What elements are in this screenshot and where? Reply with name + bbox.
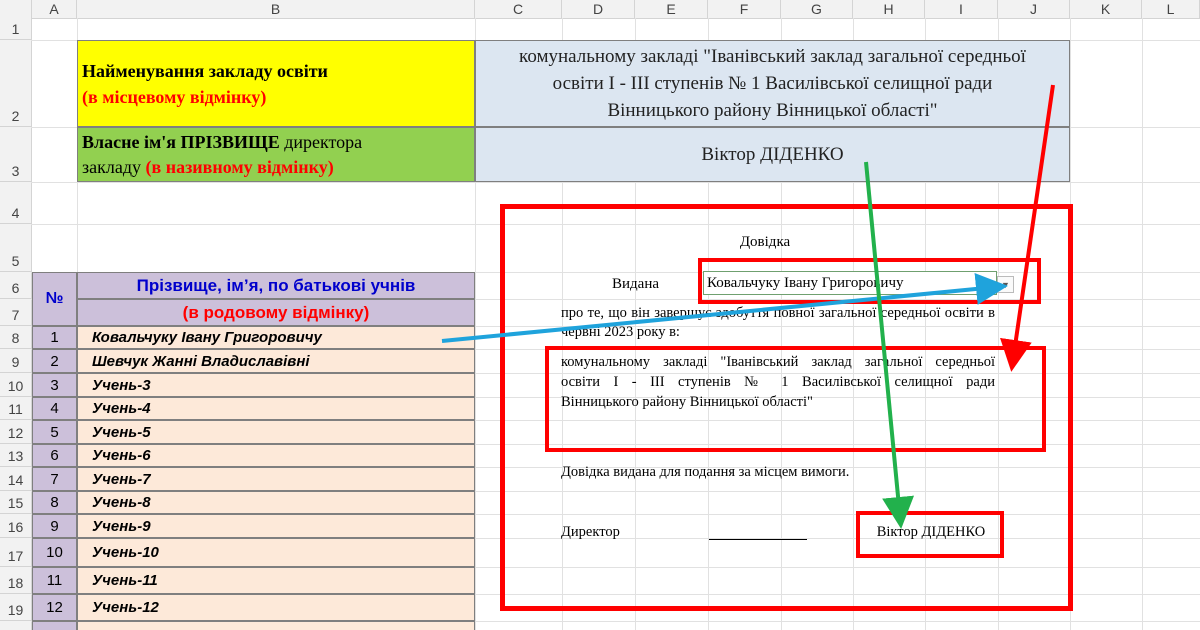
row-header-12[interactable]: 12 (0, 420, 32, 444)
certificate-title-text: Довідка (739, 233, 791, 250)
row-header-1[interactable]: 1 (0, 18, 32, 40)
school-label-case: (в місцевому відмінку) (82, 86, 267, 107)
column-header-G[interactable]: G (781, 0, 853, 19)
row-header-5[interactable]: 5 (0, 224, 32, 272)
column-header-D[interactable]: D (562, 0, 635, 19)
school-value-line2: освіти І - ІІІ ступенів № 1 Василівської селищної ради (552, 73, 993, 94)
row-header-10[interactable]: 10 (0, 373, 32, 397)
chevron-down-icon: ▼ (1001, 279, 1010, 290)
certificate-director-label-text: Директор (561, 523, 620, 540)
student-name: Учень-7 (92, 470, 151, 488)
row-header-17[interactable]: 17 (0, 538, 32, 567)
student-name: Учень-6 (92, 447, 151, 464)
row-header-3[interactable]: 3 (0, 127, 32, 182)
row-header-15[interactable]: 15 (0, 491, 32, 514)
director-label-bold: Власне ім'я ПРІЗВИЩЕ (82, 131, 280, 152)
row-header-14[interactable]: 14 (0, 467, 32, 491)
student-name: Ковальчуку Івану Григоровичу (92, 329, 322, 346)
director-label-plain2: закладу (82, 156, 146, 177)
column-header-K[interactable]: K (1070, 0, 1142, 19)
column-header-I[interactable]: I (925, 0, 998, 19)
students-header-line2: (в родовому відмінку) (182, 302, 370, 322)
school-label-text: Найменування закладу освіти (82, 60, 328, 81)
student-name: Учень-3 (92, 376, 151, 394)
row-header-4[interactable]: 4 (0, 182, 32, 224)
row-header-7[interactable]: 7 (0, 299, 32, 326)
students-header-line1: Прізвище, ім’я, по батькові учнів (136, 275, 416, 295)
column-header-C[interactable]: C (475, 0, 562, 19)
student-number: 5 (50, 423, 59, 441)
school-value-line1: комунальному закладі "Іванівський заклад загальної середньої (519, 46, 1026, 67)
row-header-6[interactable]: 6 (0, 272, 32, 299)
director-label-plain1: директора (279, 131, 363, 152)
column-header-F[interactable]: F (708, 0, 781, 19)
row-header-18[interactable]: 18 (0, 567, 32, 594)
student-name: Учень-4 (92, 400, 151, 417)
student-name: Учень-12 (92, 599, 159, 616)
arrow-green (866, 162, 900, 517)
arrow-red (1013, 85, 1053, 360)
school-value-line3: Вінницького району Вінницької області" (607, 100, 938, 121)
certificate-director-name-text: Віктор ДІДЕНКО (876, 523, 986, 540)
students-no-label: № (45, 290, 64, 307)
student-number: 2 (50, 352, 59, 370)
row-header-2[interactable]: 2 (0, 40, 32, 127)
director-label-case: (в називному відмінку) (145, 156, 334, 177)
student-number: 7 (50, 470, 59, 488)
student-number: 9 (50, 517, 59, 535)
student-number: 3 (50, 376, 59, 394)
certificate-statement-text: про те, що він завершує здобуття повної загальної середньої освіти в червні 2023 року в: (561, 305, 995, 340)
student-number: 10 (46, 544, 63, 561)
issued-dropdown-value: Ковальчуку Івану Григоровичу (707, 274, 904, 291)
column-header-J[interactable]: J (998, 0, 1070, 19)
row-header-13[interactable]: 13 (0, 444, 32, 467)
row-header-9[interactable]: 9 (0, 349, 32, 373)
student-number: 4 (50, 400, 59, 417)
certificate-school-line3: Вінницького району Вінницької області" (561, 394, 813, 410)
certificate-school-line2: освіти І - ІІІ ступенів № 1 Василівської селищної ради (561, 374, 995, 390)
student-name: Учень-11 (92, 572, 158, 589)
column-header-L[interactable]: L (1142, 0, 1200, 19)
student-number: 11 (46, 572, 63, 589)
student-number: 6 (50, 447, 59, 464)
student-number: 1 (50, 329, 59, 346)
student-name: Учень-10 (92, 544, 159, 561)
column-header-A[interactable]: A (32, 0, 77, 19)
student-name: Учень-8 (92, 494, 151, 511)
column-header-B[interactable]: B (77, 0, 475, 19)
certificate-purpose-text: Довідка видана для подання за місцем вимоги. (561, 463, 850, 480)
student-name: Учень-9 (92, 517, 151, 535)
issued-label-text: Видана (612, 275, 660, 292)
student-number: 8 (50, 494, 59, 511)
column-header-H[interactable]: H (853, 0, 925, 19)
row-header-8[interactable]: 8 (0, 326, 32, 349)
row-header-19[interactable]: 19 (0, 594, 32, 621)
student-name: Шевчук Жанні Владиславівні (92, 352, 310, 370)
column-header-E[interactable]: E (635, 0, 708, 19)
row-header-11[interactable]: 11 (0, 397, 32, 420)
student-name: Учень-5 (92, 423, 151, 441)
row-header-16[interactable]: 16 (0, 514, 32, 538)
director-value-text: Віктор ДІДЕНКО (701, 143, 844, 165)
arrow-blue (442, 287, 996, 341)
student-number: 12 (46, 599, 63, 616)
certificate-school-line1: комунальному закладі "Іванівський заклад загальної середньої (561, 354, 995, 370)
